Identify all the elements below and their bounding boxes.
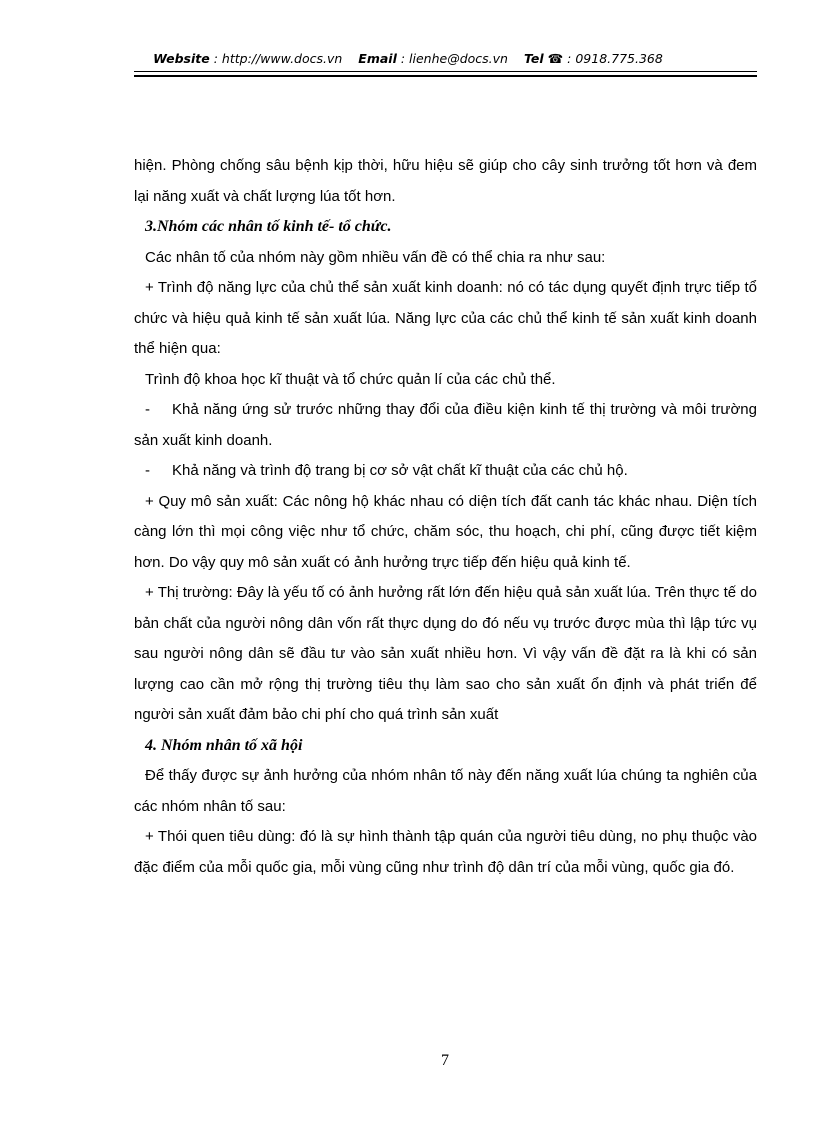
list-item-text: Khả năng ứng sử trước những thay đổi của điều kiện kinh tế thị trường và môi trường sản xuất kinh doanh. (134, 401, 757, 449)
website-value: : http://www.docs.vn (213, 51, 343, 66)
dash-bullet: - (145, 462, 150, 479)
list-item (134, 395, 757, 456)
heading-economic-organizational-factors: 3.Nhóm các nhân tố kinh tế- tổ chức. (145, 218, 392, 235)
paragraph-producer-capacity: + Trình độ năng lực của chủ thể sản xuất kinh doanh: nó có tác dụng quyết định trực tiếp tổ chức và hiệu quả kinh tế sản xuất lúa. Năng lực của các chủ thể kinh tế sản xuất kinh doanh thể hiện qua: (134, 279, 757, 357)
tel-value: : 0918.775.368 (567, 51, 663, 66)
list-item-text: Khả năng và trình độ trang bị cơ sở vật chất kĩ thuật của các chủ hộ. (172, 462, 628, 479)
page-header (0, 51, 816, 66)
email-value: : lienhe@docs.vn (400, 51, 508, 66)
paragraph-pest-control: hiện. Phòng chống sâu bệnh kịp thời, hữu hiệu sẽ giúp cho cây sinh trưởng tốt hơn và đem lại năng xuất và chất lượng lúa tốt hơn. (134, 157, 757, 205)
phone-icon: ☎ (547, 51, 564, 66)
paragraph-group-intro: Các nhân tố của nhóm này gồm nhiều vấn đề có thể chia ra như sau: (145, 248, 606, 266)
email-label: Email (358, 51, 397, 66)
heading-social-factors: 4. Nhóm nhân tố xã hội (145, 736, 303, 754)
paragraph-social-intro: Để thấy được sự ảnh hưởng của nhóm nhân tố này đến năng xuất lúa chúng ta nghiên của các nhóm nhân tố sau: (134, 767, 757, 815)
paragraph-market: + Thị trường: Đây là yếu tố có ảnh hưởng rất lớn đến hiệu quả sản xuất lúa. Trên thực tế do bản chất của người nông dân vốn rất thực dụng do đó nếu vụ trước được mùa thì lập tức vụ sau người nông dân sẽ đầu tư vào sản xuất nhiều hơn. Vì vậy vấn đề đặt ra là khi có sản lượng cao cần mở rộng thị trường tiêu thụ làm sao cho sản xuất ổn định và phát triển để người sản xuất đảm bảo chi phí cho quá trình sản xuất (134, 584, 757, 723)
header-rule-thin (134, 71, 757, 72)
dash-bullet: - (145, 401, 150, 418)
paragraph-production-scale: + Quy mô sản xuất: Các nông hộ khác nhau có diện tích đất canh tác khác nhau. Diện tích càng lớn thì mọi công việc như tổ chức, chăm sóc, thu hoạch, chi phí, cũng được tiết kiệm hơn. Do vậy quy mô sản xuất có ảnh hưởng trực tiếp đến hiệu quả kinh tế. (134, 492, 757, 571)
tel-label: Tel (523, 51, 544, 66)
document-body (134, 151, 757, 883)
paragraph-consumption-habits: + Thói quen tiêu dùng: đó là sự hình thành tập quán của người tiêu dùng, no phụ thuộc vào đặc điểm của mỗi quốc gia, mỗi vùng cũng như trình độ dân trí của mỗi vùng, quốc gia đó. (134, 828, 757, 876)
page-number: 7 (441, 1052, 449, 1069)
list-item (134, 456, 757, 487)
paragraph-science-management: Trình độ khoa học kĩ thuật và tổ chức quản lí của các chủ thể. (145, 370, 556, 388)
website-label: Website (153, 51, 210, 66)
header-rule-thick (134, 75, 757, 77)
